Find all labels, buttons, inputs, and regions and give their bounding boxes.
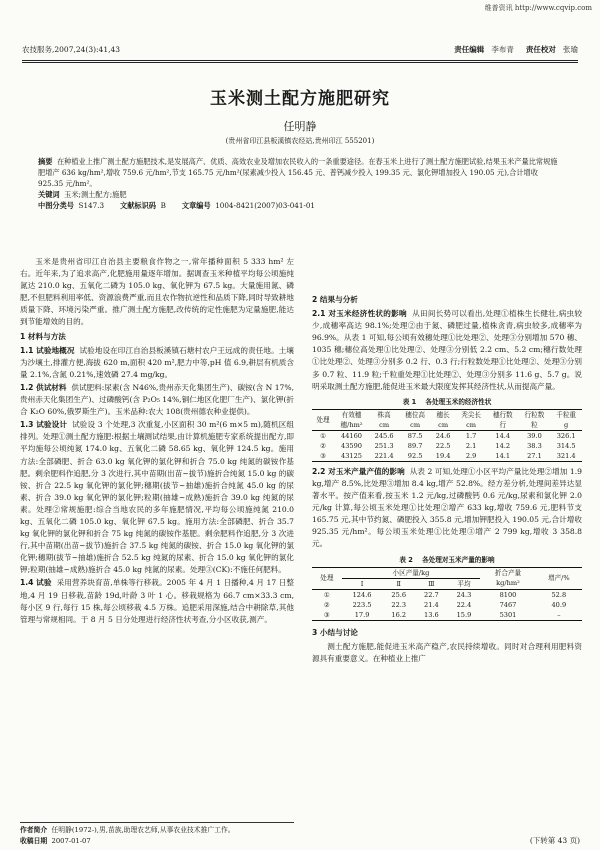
table-cell: 1.7 — [465, 431, 477, 440]
section-1-1 — [20, 345, 294, 381]
doc-code-label: 文献标识码 — [120, 201, 156, 210]
section-2-2 — [312, 466, 582, 551]
keywords-text: 玉米;测土配方;施肥 — [64, 190, 127, 199]
table-cell: ② — [323, 600, 330, 609]
table-cell: 7467 — [499, 600, 517, 609]
footnote — [20, 822, 294, 847]
table-1-caption — [312, 396, 582, 408]
table-cell: 14.2 — [495, 441, 511, 450]
table-row — [312, 441, 582, 451]
table-cell: 5301 — [480, 610, 535, 621]
article-no-label: 文章编号 — [181, 201, 211, 210]
table-cell: 321.4 — [550, 451, 582, 462]
editor-label: 责任编辑 — [454, 45, 485, 54]
t1-head-unit: cm — [369, 420, 399, 431]
t1-head-treatment: 处理 — [312, 409, 334, 430]
author-bio — [20, 825, 294, 836]
table-cell: ③ — [312, 451, 334, 462]
t1-head-unit: 行 — [487, 420, 519, 431]
intro-paragraph: 玉米是贵州省印江自治县主要粮食作物之一,常年播种面积 5 333 hm² 左右。近年来,为了追求高产,化肥施用量逐年增加。据调查玉米种植平均每公顷施纯氮达 210.0 kg、五氧化二磷为 105.0 kg、氧化钾为 67.5 kg。大量施用氮、磷肥,不但肥料利用率低、资源浪费严重,而且农作物抗逆性和品质下降,同时导致耕地质量下降、环境污染严重。推广测土配方施肥,改传统的定性施肥为定量施肥,能达到节能增效的目的。 — [20, 257, 294, 327]
table-cell: 124.6 — [352, 590, 372, 599]
journal-citation: 农技服务,2007,24(3):41,43 — [22, 45, 121, 54]
table-cell: 22.7 — [424, 590, 439, 599]
table-cell: 8100 — [499, 590, 517, 599]
t1-head-col: 穗行数 — [487, 409, 519, 420]
classification-line — [38, 200, 562, 211]
table-cell: 40.9 — [551, 600, 567, 609]
table-cell: 27.1 — [519, 451, 551, 462]
table-cell: 17.9 — [342, 610, 383, 621]
table-cell: 14.4 — [495, 431, 511, 440]
editor-name: 李布青 — [491, 45, 514, 54]
table-cell: 22.5 — [435, 441, 451, 450]
section-3-text: 测土配方施肥,能促进玉米高产稳产,农民持续增收。同时对合理利用肥料资源具有重要意义。在种植业上推广 — [312, 641, 582, 663]
table-cell: ① — [320, 431, 326, 440]
table-cell: 25.6 — [391, 590, 407, 599]
table-2-number: 表 2 — [399, 555, 413, 564]
table-cell: 16.2 — [382, 610, 415, 621]
section-1-1-title: 1.1 试验地概况 — [20, 345, 75, 355]
abstract-block — [38, 156, 562, 211]
table-cell: 245.6 — [374, 431, 394, 440]
table-row — [312, 430, 582, 441]
author-bio-text: 任明静(1972-),男,苗族,助理农艺师,从事农业技术推广工作。 — [51, 826, 235, 834]
t1-head-col: 株高 — [369, 409, 399, 420]
table-cell: 92.5 — [399, 451, 431, 462]
affiliation: (贵州省印江县板溪镇农经站,贵州印江 555201) — [225, 137, 375, 145]
table-cell: 39.0 — [527, 431, 542, 440]
t1-head-col: 有效穗 — [334, 409, 369, 420]
keywords — [38, 189, 562, 200]
abstract — [38, 156, 562, 189]
abstract-label: 摘要 — [38, 157, 53, 166]
section-2-1 — [312, 308, 582, 393]
table-cell: 13.6 — [415, 610, 448, 621]
table-cell: 22.4 — [456, 600, 472, 609]
continued-note: (下转第 43 页) — [529, 836, 580, 845]
clc-label: 中图分类号 — [38, 201, 74, 210]
t1-head-col: 穗位高 — [399, 409, 431, 420]
section-3-heading: 3 小结与讨论 — [312, 627, 358, 637]
section-1-2-text: 供试肥料:尿素(含 N46%,贵州赤天化集团生产)、碳铵(含 N 17%,贵州赤天化集团生产)、过磷酸钙(含 P₂O₅ 14%,铜仁地区化肥厂生产)、氯化钾(折合 K₂O 60%,俄罗斯生产)。玉米品种:农大 108(贵州德农种业提供)。 — [20, 382, 294, 417]
section-2-2-text: 从表 2 可知,处理①小区平均产量比处理②增加 1.9 kg,增产 8.5%,比处理③增加 8.4 kg,增产 52.8%。经方差分析,处理间差异达显著水平。按产值来看,按玉米 1.2 元/kg,过磷酸钙 0.6 元/kg,尿素和氯化钾 2.0 元/kg 计算,每公顷玉米处理①比处理②增产 633 kg,增收 759.6 元,肥料节支 165.75 元,其中节约氮、磷肥投入 355.8 元,增加钾肥投入 190.05 元,合计增收 925.35 元/hm²。每公顷玉米处理①比处理③增产 2 799 kg,增收 3 358.8 元。 — [312, 466, 583, 549]
t1-head-col: 行粒数 — [519, 409, 551, 420]
table-cell: 89.7 — [407, 441, 423, 450]
t1-head-unit: 粒 — [519, 420, 551, 431]
t2-head-increase: 增产/% — [536, 567, 582, 589]
article-title: 玉米测土配方施肥研究 — [210, 89, 390, 109]
section-1-2 — [20, 382, 294, 418]
t2-head-rep: Ⅲ — [415, 578, 448, 589]
table-cell: ① — [323, 590, 330, 599]
table-cell: 21.4 — [424, 600, 439, 609]
section-1-1-text: 试验地设在印江自治县板溪镇石塘村农户王远成的责任地。土壤为沙壤土,排灌方便,海拔 620 m,面积 420 m²,肥力中等,pH 值 6.9,耕层有机质含量 2.1%,含氮 0.21%,速效磷 27.4 mg/kg。 — [20, 345, 294, 379]
section-1-4-title: 1.4 试验 — [20, 578, 52, 588]
table-cell: 2.1 — [465, 441, 477, 450]
table-cell: 19.4 — [431, 451, 455, 462]
received-value: 2007-01-07 — [51, 837, 91, 845]
section-1-3-title: 1.3 试验设计 — [20, 420, 68, 430]
table-cell: ② — [320, 441, 326, 450]
section-1-4-text: 采用营养块育苗,单株等行移栽。2005 年 4 月 1 日播种,4 月 17 日整地,4 月 19 日移栽,苗龄 19d,叶龄 3 叶 1 心。移栽规格为 66.7 cm×33.3 cm,每小区 9 行,每行 15 株,每公顷移栽 4.5 万株。追肥采用深施,结合中耕除草,其他管理与常规相同。于 8 月 5 日分处理进行经济性状考查,分小区收获,测产。 — [20, 578, 294, 624]
table-cell: 38.3 — [527, 441, 542, 450]
table-cell: 43590 — [341, 441, 362, 450]
section-2-1-title: 2.1 对玉米经济性状的影响 — [312, 309, 407, 319]
table-2 — [312, 567, 582, 621]
t1-head-unit: 穗/hm² — [334, 420, 369, 431]
section-2-2-title: 2.2 对玉米产量产值的影响 — [312, 466, 405, 476]
section-1-3-text: 试验设 3 个处理,3 次重复,小区面积 30 m²(6 m×5 m),随机区组排列。处理①测土配方施肥:根据土壤测试结果,由计算机施肥专家系统提出配方,即平均施每公顷纯氮 174.0 kg、五氧化二磷 58.65 kg、氧化钾 124.5 kg。施用方法:全部磷肥、折合 63.0 kg 氧化钾的氯化钾和折合 75.0 kg 纯氮的碳铵作基肥。剩余肥料作追肥,分 3 次进行,其中苗期(出苗~拔节)施折合纯氮 15.0 kg 的碳铵、折合 22.5 kg 氧化钾的氯化钾;穗期(拔节~抽雄)施折合纯氮 45.0 kg 的尿素、折合 39.0 kg 氧化钾的氯化钾;粒期(抽雄~成熟)施折合 39.0 kg 纯氮的尿素。处理②常规施肥:综合当地农民的多年施肥情况,平均每公顷施纯氮 210.0 kg、五氧化二磷 105.0 kg、氧化钾 67.5 kg。施用方法:全部磷肥、折合 35.7 kg 氧化钾的氯化钾和折合 75 kg 纯氮的碳铵作基肥。剩余肥料作追肥,分 3 次进行,其中苗期(出苗~拔节)施折合 37.5 kg 纯氮的碳铵、折合 15.0 kg 氧化钾的氯化钾;穗期(拔节~抽雄)施折合 52.5 kg 纯氮的尿素、折合 15.0 kg 氧化钾的氯化钾;粒期(抽雄~成熟)施折合 45.0 kg 纯氮的尿素。处理③(CK):不施任何肥料。 — [20, 420, 295, 575]
t1-head-unit: cm — [399, 420, 431, 431]
t1-head-col: 千粒重 — [550, 409, 582, 420]
table-cell: 87.5 — [407, 431, 423, 440]
received-date — [20, 836, 294, 847]
table-cell: 223.5 — [352, 600, 372, 609]
table-2-title: 各处理对玉米产量的影响 — [422, 555, 495, 564]
table-row — [312, 610, 582, 621]
table-cell: 314.5 — [556, 441, 576, 450]
table-cell: 221.4 — [369, 451, 399, 462]
received-label: 收稿日期 — [20, 837, 48, 845]
t2-head-rep: 平均 — [448, 578, 481, 589]
section-1-heading: 1 材料与方法 — [20, 331, 66, 341]
table-row — [312, 589, 582, 600]
proof-label: 责任校对 — [525, 45, 556, 54]
t1-head-unit: cm — [431, 420, 455, 431]
keywords-label: 关键词 — [38, 190, 60, 199]
left-column — [20, 256, 294, 627]
table-cell: 15.9 — [448, 610, 481, 621]
table-1 — [312, 409, 582, 462]
t2-head-rep: Ⅱ — [382, 578, 415, 589]
clc-value: S147.3 — [78, 201, 105, 210]
table-2-caption — [312, 554, 582, 566]
table-row — [312, 451, 582, 462]
table-cell: 52.8 — [551, 590, 567, 599]
table-row — [312, 600, 582, 610]
table-cell: 2.9 — [455, 451, 487, 462]
abstract-text: 在种植业上推广测土配方施肥技术,是发展高产、优质、高效农业及增加农民收入的一条重要途径。在春玉米上进行了测土配方施肥试验,结果玉米产量比常规施肥增产 636 kg/hm²,增收 759.6 元/hm²,节支 165.75 元/hm²(尿素减少投入 156.45 元、普钙减少投入 199.35 元、氯化钾增加投入 190.05 元),合计增收 925.35 元/hm²。 — [38, 157, 558, 188]
article-no-value: 1004-8421(2007)03-041-01 — [215, 201, 315, 210]
t2-head-yield: 折合产量 — [480, 567, 535, 578]
section-2-1-text: 从田间长势可以看出,处理①植株生长健壮,病虫较少,成穗率高达 98.1%;处理②由于氮、磷肥过量,植株贪青,病虫较多,成穗率为 96.9%。从表 1 可知,每公顷有效穗处理①比处理②、处理③分别增加 570 穗、1035 穗;穗位高处理①比处理②、处理③分别低 2.2 cm、5.2 cm;穗行数处理①比处理②、处理③分别多 0.2 行、0.3 行;行粒数处理①比处理②、处理③分别多 0.7 粒、11.9 粒;千粒重处理①比处理②、处理③分别多 11.6 g、5.7 g。说明采取测土配方施肥,能促进玉米最大限度发挥其经济性状,从而提高产量。 — [312, 309, 582, 391]
t1-head-col: 穗长 — [431, 409, 455, 420]
proofreader-name: 张瑜 — [563, 45, 578, 54]
table-cell: 44160 — [341, 431, 362, 440]
watermark: 维普资讯 http://www.cqvip.com — [484, 4, 592, 12]
table-cell: 14.1 — [487, 451, 519, 462]
author-bio-label: 作者简介 — [20, 826, 48, 834]
t2-head-yield-unit: kg/hm² — [480, 578, 535, 589]
section-1-2-title: 1.2 供试材料 — [20, 382, 67, 392]
table-cell: 251.3 — [374, 441, 394, 450]
table-cell: 326.1 — [556, 431, 576, 440]
author: 任明静 — [283, 120, 317, 133]
t2-head-plot-yield: 小区产量/kg — [342, 567, 481, 578]
t2-head-rep: Ⅰ — [342, 578, 383, 589]
t1-head-unit: g — [550, 420, 582, 431]
table-cell: 24.6 — [435, 431, 451, 440]
section-2-heading: 2 结果与分析 — [312, 295, 358, 304]
editor-credits — [454, 44, 578, 55]
header-rule — [22, 60, 578, 61]
right-column — [312, 256, 582, 665]
running-header — [22, 44, 578, 58]
section-1-3 — [20, 419, 294, 576]
t2-head-treatment: 处理 — [312, 567, 342, 589]
doc-code-value: B — [160, 201, 166, 210]
table-cell: 22.3 — [391, 600, 407, 609]
table-1-title: 各处理玉米的经济性状 — [425, 397, 492, 406]
table-cell: ③ — [312, 610, 342, 621]
header-rule-thin — [22, 62, 578, 63]
table-1-number: 表 1 — [402, 397, 417, 406]
table-cell: 43125 — [334, 451, 369, 462]
table-cell: 24.3 — [456, 590, 472, 599]
table-cell: – — [536, 610, 582, 621]
t1-head-unit: cm — [455, 420, 487, 431]
section-1-4 — [20, 577, 294, 625]
t1-head-col: 秃尖长 — [455, 409, 487, 420]
